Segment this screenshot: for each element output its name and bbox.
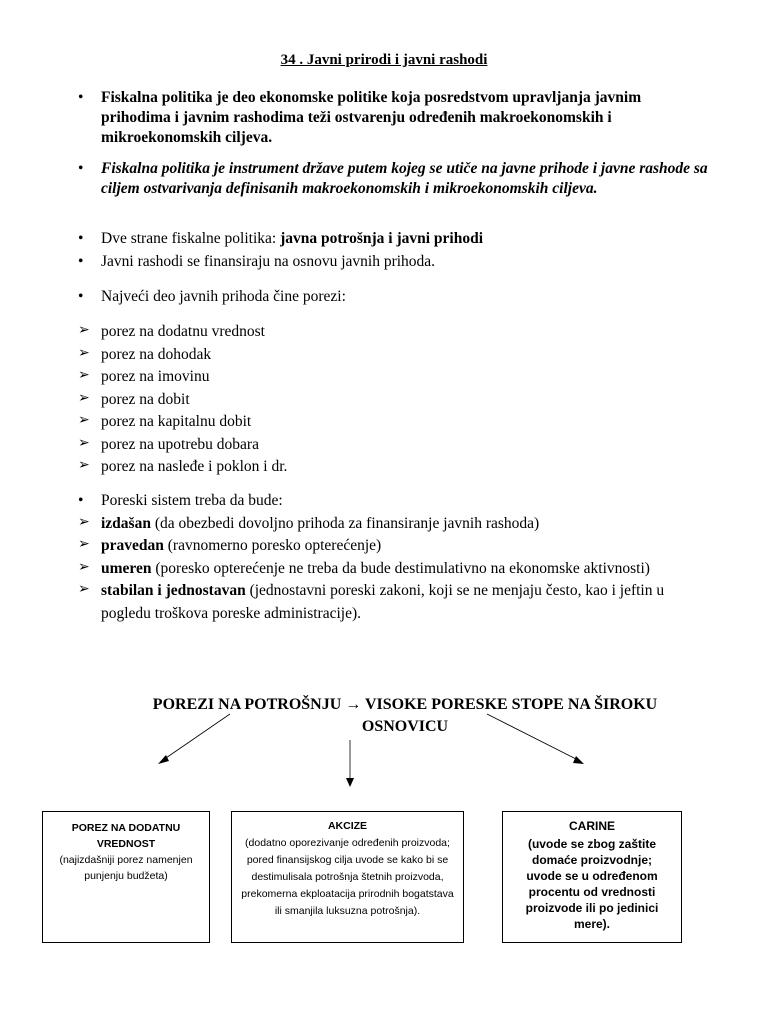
arrow-right-head	[573, 756, 584, 764]
arrow-bullet-icon: ➢	[78, 345, 90, 361]
list-item: ➢ umeren (poresko opterećenje ne treba da bude destimulativno na ekonomske aktivnosti)	[78, 559, 650, 577]
arrow-bullet-icon: ➢	[78, 559, 90, 575]
box-akcize	[231, 811, 464, 943]
arrow-bullet-icon: ➢	[78, 368, 90, 383]
box-carine-title: CARINE	[568, 819, 615, 833]
tax-system-intro: Poreski sistem treba da bude:	[101, 492, 283, 509]
arrow-bullet-icon: ➢	[78, 514, 90, 530]
arrow-bullet-icon: ➢	[78, 413, 90, 428]
box-carine	[502, 811, 682, 943]
bullet-5-text: Najveći deo javnih prihoda čine porezi:	[101, 288, 346, 305]
bullet-dot: •	[78, 288, 84, 305]
arrow-bullet-icon: ➢	[78, 435, 90, 451]
bullet-1-text: Fiskalna politika je deo ekonomske politike koja posredstvom upravljanja javnim prihodima i javnim rashodima teži ostvarenju određenih makroekonomskih i mikroekonomskih ciljeva.	[101, 89, 642, 146]
list-item: ➢ porez na upotrebu dobara	[78, 435, 259, 453]
box-akcize-desc: (dodatno oporezivanje određenih proizvoda; pored finansijskog cilja uvode se kako bi se destimulisala potrošnja štetnih proizvoda, prekomerna ekploatacija prirodnih bogatstava ili smanjila luksuzna potrošnja).	[241, 837, 454, 917]
box-carine-desc: (uvode se zbog zaštite domaće proizvodnje; uvode se u određenom procentu od vrednosti proizvode ili po jedinici mere).	[525, 837, 659, 931]
list-item: ➢ pravedan (ravnomerno poresko opterećenje)	[78, 537, 382, 554]
arrow-right-line	[487, 714, 578, 760]
box-akcize-title: AKCIZE	[327, 820, 368, 832]
arrow-center-head	[346, 778, 354, 787]
page-title: 34 . Javni prirodi i javni rashodi	[280, 52, 488, 68]
diagram-heading: POREZI NA POTROŠNJU → VISOKE PORESKE STOPE NA ŠIROKU OSNOVICU	[152, 696, 658, 735]
list-item: ➢ porez na nasleđe i poklon i dr.	[78, 458, 288, 475]
list-item: ➢ porez na dodatnu vrednost	[78, 323, 265, 340]
list-item: ➢ porez na kapitalnu dobit	[78, 413, 252, 430]
list-item: ➢ porez na imovinu	[78, 368, 210, 385]
bullet-dot: •	[78, 230, 84, 247]
bullet-3-text: Dve strane fiskalne politika:	[101, 230, 281, 247]
arrow-left-head	[158, 755, 169, 764]
box-pdv-title: POREZ NA DODATNU VREDNOST	[71, 822, 181, 850]
bullet-dot: •	[78, 160, 84, 177]
list-item: ➢ porez na dohodak	[78, 345, 212, 363]
box-pdv	[42, 811, 210, 943]
bullet-dot: •	[78, 253, 84, 270]
arrow-bullet-icon: ➢	[78, 582, 90, 597]
box-pdv-desc: (najizdašniji porez namenjen punjenju budžeta)	[59, 854, 193, 882]
bullet-dot: •	[78, 89, 84, 106]
list-item: ➢ stabilan i jednostavan (jednostavni poreski zakoni, koji se ne menjaju često, kao i jeftin u pogledu troškova poreske administracije).	[78, 582, 665, 622]
list-item: ➢ izdašan (da obezbedi dovoljno prihoda za finansiranje javnih rashoda)	[78, 514, 540, 532]
bullet-4-text: Javni rashodi se finansiraju na osnovu javnih prihoda.	[101, 253, 436, 270]
list-item: ➢ porez na dobit	[78, 390, 190, 408]
bullet-2-text: Fiskalna politika je instrument države putem kojeg se utiče na javne prihode i javne rashode sa ciljem ostvarivanja definisanih makroekonomskih i mikroekonomskih ciljeva.	[101, 160, 708, 197]
arrow-bullet-icon: ➢	[78, 458, 90, 473]
bullet-3-bold: javna potrošnja i javni prihodi	[280, 230, 484, 247]
arrow-bullet-icon: ➢	[78, 537, 90, 552]
arrow-bullet-icon: ➢	[78, 323, 90, 338]
arrow-left-line	[163, 714, 230, 760]
bullet-dot: •	[78, 492, 84, 509]
arrow-bullet-icon: ➢	[78, 390, 90, 406]
